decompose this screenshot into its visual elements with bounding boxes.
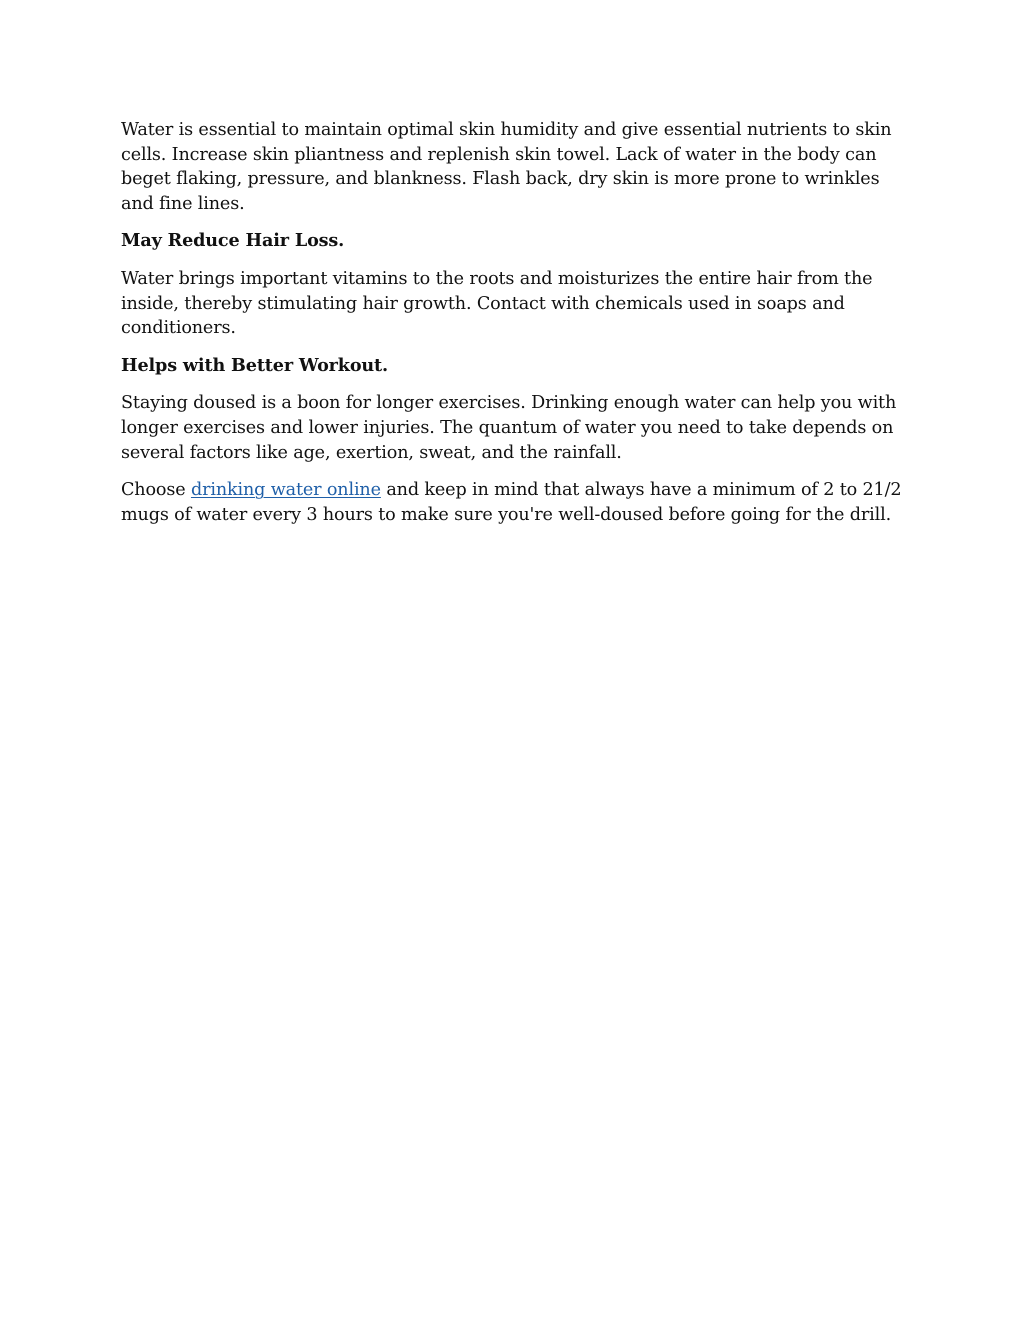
document-page (121, 118, 911, 540)
paragraph-choose (121, 478, 911, 527)
heading-workout: Helps with Better Workout. (121, 354, 389, 376)
heading-hair-loss: May Reduce Hair Loss. (121, 230, 345, 252)
drinking-water-online-link[interactable]: drinking water online (190, 480, 381, 501)
paragraph-skin: Water is essential to maintain optimal skin humidity and give essential nutrients to skin cells. Increase skin pliantness and replenish skin towel. Lack of water in the body can beget flaking, pressure, and blankness. Flash back, dry skin is more prone to wrinkles and fine lines. (121, 120, 892, 214)
paragraph-workout: Staying doused is a boon for longer exercises. Drinking enough water can help you with longer exercises and lower injuries. The quantum of water you need to take depends on several factors like age, exertion, sweat, and the rainfall. (121, 393, 897, 463)
paragraph-choose-rest: and keep in mind that always have a minimum of 2 to 21/2 mugs of water every 3 hours to make sure you're well-doused before going for the drill. (121, 480, 902, 525)
paragraph-choose-lead: Choose (121, 480, 191, 501)
paragraph-hair: Water brings important vitamins to the roots and moisturizes the entire hair from the inside, thereby stimulating hair growth. Contact with chemicals used in soaps and conditioners. (121, 268, 873, 339)
